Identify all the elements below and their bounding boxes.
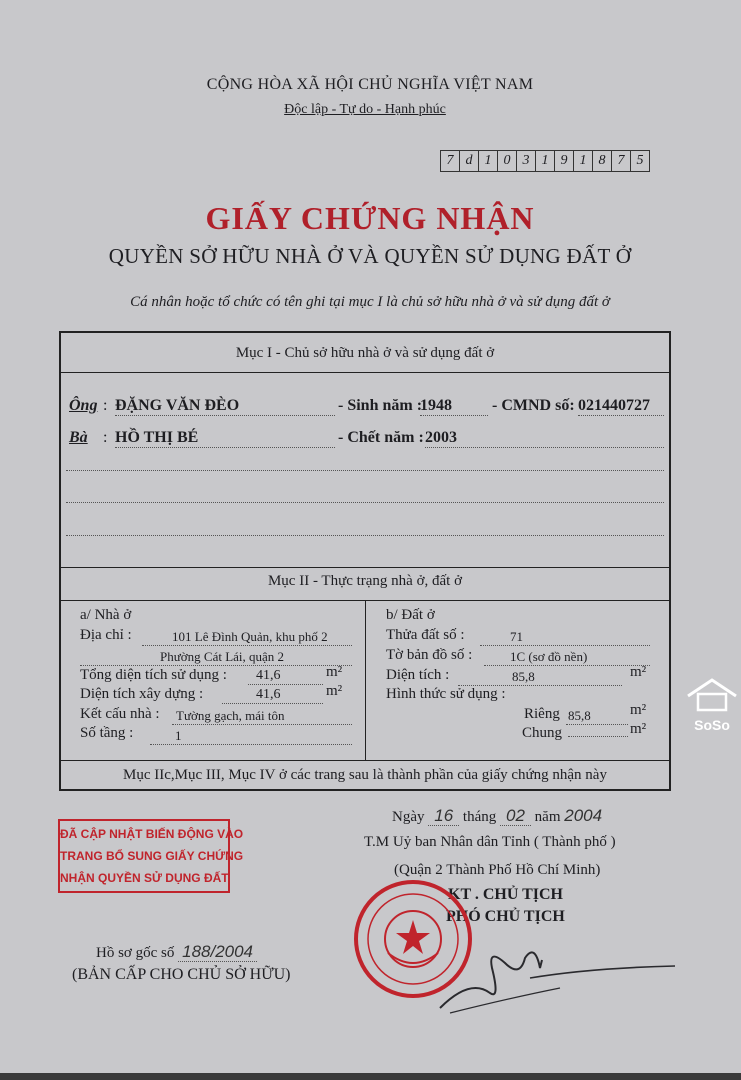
owner2-prefix: Bà [69,429,88,446]
footer-note: Mục IIc,Mục III, Mục IV ở các trang sau là thành phần của giấy chứng nhận này [123,767,607,783]
serial-digit: 9 [555,151,574,171]
record-number-value: 188/2004 [178,942,257,962]
divider [61,372,669,373]
signing-month: 02 [500,806,531,826]
build-area-value: 41,6 [222,687,323,704]
serial-digit: 1 [479,151,498,171]
parcel-label: Thửa đất số : [386,627,465,643]
total-area-value: 41,6 [248,668,323,685]
owner1-id-number: 021440727 [578,397,664,416]
serial-digit: 8 [593,151,612,171]
owner2-name: HỒ THỊ BÉ [115,429,335,448]
signature-icon [430,938,680,1018]
usage-label: Hình thức sử dụng : [386,686,506,702]
total-area-label: Tổng diện tích sử dụng : [80,667,227,683]
house-address-line1: 101 Lê Đình Quản, khu phố 2 [142,629,352,646]
serial-digit: 7 [612,151,631,171]
private-value: 85,8 [566,708,628,725]
unit-m2: m² [630,702,647,718]
divider [61,567,669,568]
column-divider [365,600,366,760]
serial-digit: 1 [574,151,593,171]
org-line1: T.M Uỷ ban Nhân dân Tỉnh ( Thành phố ) [364,834,616,850]
house-address-line2: Phường Cát Lái, quận 2 [80,649,352,666]
stamp-line: ĐÃ CẬP NHẬT BIẾN ĐỘNG VÀO [60,827,244,841]
country-name: CỘNG HÒA XÃ HỘI CHỦ NGHĨA VIỆT NAM [206,76,534,93]
stamp-line: TRANG BỔ SUNG GIẤY CHỨNG [60,849,244,863]
divider [61,760,669,761]
shared-value [568,735,628,737]
structure-label: Kết cấu nhà : [80,706,160,722]
owner1-birth-year: 1948 [420,397,488,416]
signing-date: Ngày 16 tháng 02 năm 2004 [392,806,603,825]
owner2-death-year: 2003 [425,429,664,448]
org-line2: (Quận 2 Thành Phố Hồ Chí Minh) [394,862,601,878]
blank-row [66,534,664,536]
certificate-subtitle: QUYỀN SỞ HỮU NHÀ Ở VÀ QUYỀN SỬ DỤNG ĐẤT Ở [108,244,632,268]
structure-value: Tường gạch, mái tôn [172,708,352,725]
floors-value: 1 [150,728,352,745]
record-number: Hồ sơ gốc số 188/2004 [96,942,257,962]
serial-number [440,150,650,172]
certificate-title: GIẤY CHỨNG NHẬN [205,200,535,236]
signing-year: 2004 [564,806,603,825]
unit-m2: m² [326,683,343,699]
house-title: a/ Nhà ở [80,607,132,623]
watermark-text: SoSo [694,717,730,733]
land-title: b/ Đất ở [386,607,435,623]
map-label: Tờ bản đồ số : [386,647,473,663]
serial-digit: d [460,151,479,171]
unit-m2: m² [630,664,647,680]
serial-digit: 0 [498,151,517,171]
unit-m2: m² [326,664,343,680]
serial-digit: 1 [536,151,555,171]
update-stamp [58,819,244,893]
colon: : [103,429,108,446]
stamp-line: NHẬN QUYỀN SỬ DỤNG ĐẤT [60,871,229,885]
owner1-id-label: - CMND số: [492,397,575,414]
private-label: Riêng [524,706,560,722]
serial-digit: 3 [517,151,536,171]
unit-m2: m² [630,721,647,737]
colon: : [103,397,108,414]
section2-heading: Mục II - Thực trạng nhà ở, đất ở [267,573,463,589]
section1-heading: Mục I - Chủ sở hữu nhà ở và sử dụng đất ở [235,345,495,361]
owner1-prefix: Ông [69,397,98,414]
role-vice-chairman: PHÓ CHỦ TỊCH [446,908,565,925]
copy-note: (BẢN CẤP CHO CHỦ SỞ HỮU) [72,966,291,983]
floors-label: Số tầng : [80,725,134,741]
intro-text: Cá nhân hoặc tổ chức có tên ghi tại mục I là chủ sở hữu nhà ở và sử dụng đất ở [130,294,610,310]
map-value: 1C (sơ đồ nền) [484,649,650,666]
owner1-name: ĐẶNG VĂN ĐÈO [115,397,335,416]
signing-day: 16 [428,806,459,826]
national-motto: Độc lập - Tự do - Hạnh phúc [284,102,446,117]
house-logo-icon [684,676,740,712]
blank-row [66,469,664,471]
house-address-label: Địa chỉ : [80,627,132,643]
parcel-value: 71 [480,629,650,646]
owner2-death-label: - Chết năm : [338,429,424,446]
role-chairman: KT . CHỦ TỊCH [448,886,563,903]
land-area-value: 85,8 [458,669,622,686]
owner1-birth-label: - Sinh năm : [338,397,423,414]
serial-digit: 5 [636,153,644,168]
shared-label: Chung [522,725,563,741]
build-area-label: Diện tích xây dựng : [80,686,204,702]
serial-digit: 7 [441,151,460,171]
watermark [682,676,741,740]
land-area-label: Diện tích : [386,667,450,683]
bottom-edge [0,1073,741,1080]
blank-row [66,501,664,503]
